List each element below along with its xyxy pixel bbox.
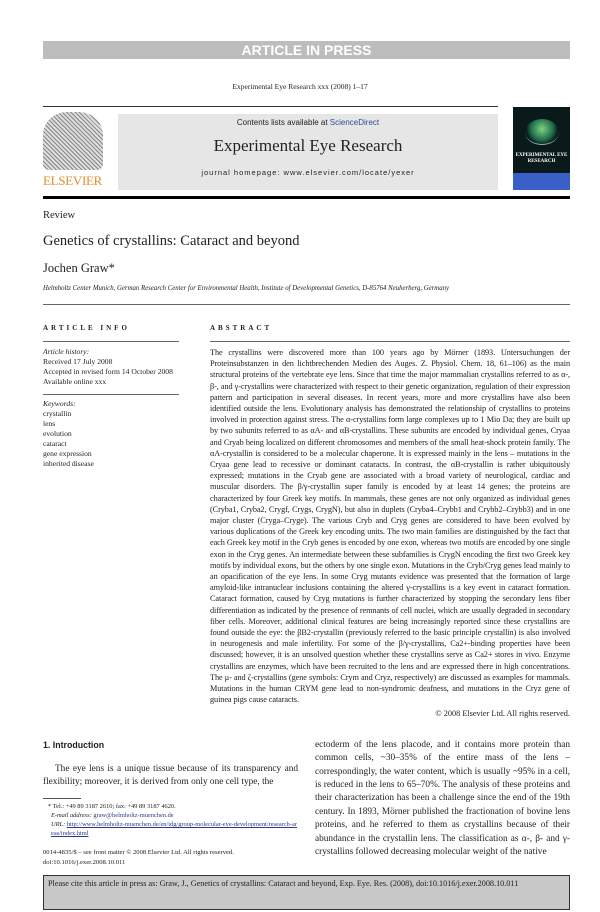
footnote [43, 802, 298, 839]
keyword: gene expression [43, 449, 92, 458]
affiliation: Helmholtz Center Munich, German Research Center for Environmental Health, Institute of Developmental Genetics, D-85764 Neuherberg, Germany [43, 285, 450, 292]
keywords-label: Keywords: [43, 399, 76, 408]
abstract-heading: ABSTRACT [210, 324, 273, 332]
keyword: cataract [43, 439, 67, 448]
keyword: lens [43, 419, 56, 428]
intro-right-column: ectoderm of the lens placode, and it contains more protein than common cells, ~30–35% of the entire mass of the lens – correspondingly, the water content, which is usually ~95% in a cell, is reduced in the lens to 65–70%. The analysis of these proteins and their characterization has been a challenge since the end of the 19th century. In 1893, Mörner published the fractionation of bovine lens proteins, and he referred to them as crystallins because of their abundance in the crystallin lens. The classification as α-, β- and γ-crystallins followed decreasing molecular weight of the native [315, 739, 570, 857]
copyright: © 2008 Elsevier Ltd. All rights reserved. [435, 708, 570, 718]
eye-cover-icon [525, 119, 559, 145]
left-column [43, 739, 298, 868]
article-type: Review [43, 210, 76, 221]
journal-reference: Experimental Eye Research xxx (2008) 1–17 [232, 82, 368, 91]
online-date: Available online xxx [43, 377, 107, 386]
keyword: inherited disease [43, 459, 94, 468]
divider [43, 341, 179, 342]
article-info-heading: ARTICLE INFO [43, 324, 130, 332]
contents-line [118, 118, 498, 127]
article-in-press-banner: ARTICLE IN PRESS [43, 41, 570, 59]
cover-title: EXPERIMENTAL EYE RESEARCH [515, 153, 568, 164]
keyword: crystallin [43, 409, 72, 418]
journal-homepage[interactable]: journal homepage: www.elsevier.com/locate/yexer [201, 168, 415, 177]
divider [210, 341, 570, 342]
tree-logo-icon [43, 112, 103, 170]
section-heading: 1. Introduction [43, 739, 105, 750]
journal-header [118, 114, 498, 190]
sciencedirect-link[interactable]: ScienceDirect [329, 118, 380, 127]
journal-cover [513, 107, 570, 190]
abstract [210, 347, 570, 719]
author: Jochen Graw* [43, 261, 115, 275]
article-info [43, 347, 183, 469]
article-title: Genetics of crystallins: Cataract and beyond [43, 233, 300, 249]
journal-title: Experimental Eye Research [213, 136, 403, 155]
citation-box: Please cite this article in press as: Graw, J., Genetics of crystallins: Cataract and beyond, Exp. Eye. Res. (2008), doi:10.1016/j.exer.2008.10.011 [43, 875, 570, 910]
footnote-tel: * Tel.: +49 89 3187 2610; fax: +49 89 3187 4620. [48, 802, 176, 810]
introduction-section [43, 739, 570, 868]
footnote-divider [43, 798, 81, 799]
history-label: Article history: [43, 347, 90, 356]
contents-prefix: Contents lists available at [236, 118, 330, 127]
publisher-name: ELSEVIER [43, 173, 102, 188]
email-link[interactable]: graw@helmholtz-muenchen.de [93, 811, 174, 819]
accepted-date: Accepted in revised form 14 October 2008 [43, 367, 173, 376]
abstract-text: The crystallins were discovered more than 100 years ago by Mörner (1893. Untersuchungen der Proteinsubstanzen in den lichtbrechenden Medien des Auges. Z. Physiol. Chem. 18, 61–106) as the main structural proteins of the vertebrate eye lens. Since that time the major mammalian crystallins referred to as α-, β-, and γ-crystallins were characterized with respect to their genetic organization, regulation of their expression pattern and participation in several diseases. In recent years, more and more crystallins have also been identified outside the lens. Evolutionary analysis has demonstrated the relationship of crystallins to proteins involved in protection against stress. The α-crystallins form large complexes up to 1 Mio Da; they are built up by two subunits referred to as αA- and αB-crystallins. These subunits are encoded by individual genes, Cryaa and Cryab being localized on different chromosomes and members of the small heat-shock protein family. The αA-crystallin is considered to be a molecular chaperone. It is expressed mainly in the lens – mutations in the Cryaa gene lead to recessive or dominant cataracts. In contrast, the αB-crystallin is rather ubiquitously expressed; mutations in the Cryab gene are associated with a broad variety of neurological, cardiac and muscular disorders. The β/γ-crystallin super family is encoded by at least 14 genes; the proteins are characterized by four Greek key motifs. In mammals, these genes are not only organized as individual genes (Cryba1, Cryba2, Crygf, Crygs, CrygN), but also in duplets (Cryba4–Crybb1 and Crybb2–Crybb3) and in one major cluster (Cryga–Cryge). The various Cryb and Cryg genes are considered to have been evolved by various duplications of the Greek key encoding units. The two main families are distinguished by the fact that each Greek key motif in the Cryb genes is encoded by one exon, whereas two motifs are encoded by one single exon in the Cryg genes. An intermediate between these subfamilies is CrygN encoding the first two Greek key motifs by individual exons, but the others by one single exon. Mutations in the Cryb/Cryg genes lead mainly to an opacification of the eye lens. In some Cryg mutants evidence was presented that the formation of large amyloid-like intranuclear inclusions containing the altered γ-crystallins is a key event in cataract formation. Cataract formation, caused by Cryg mutations is further characterized by stopping the secondary lens fiber differentiation as indicated by the presence of remnants of cell nuclei, which are usually degraded in secondary fiber cells. Moreover, additional clinical features are being increasingly reported since these crystallins are found outside the eye: the βB2-crystallin (previously referred to the basic principle crystallin) is also involved in neurogenesis and male infertility. For some of the β/γ-crystallins, Ca2+-binding properties have been discussed; however, it is an unsolved question whether these crystallins serve as Ca2+ stores in vivo. Enzyme crystallins are enzymes, which have been recruited to the lens and are expressed there in high concentrations. The μ- and ζ-crystallins (gene symbols: Crym and Cryz, respectively) are discussed as examples for mammals. Mutations in the human CRYM gene lead to non-syndromic deafness, and mutations in the Cryz gene of guinea pigs cause cataracts. [210, 348, 570, 705]
front-section [43, 347, 570, 719]
divider [43, 106, 498, 107]
front-matter [43, 848, 298, 867]
divider [43, 394, 179, 395]
issn-line: 0014-4835/$ – see front matter © 2008 Elsevier Ltd. All rights reserved. [43, 849, 234, 857]
email-label: E-mail address: [51, 811, 94, 819]
intro-left-column: The eye lens is a unique tissue because of its transparency and flexibility; moreover, it is derived from only one cell type, the [43, 763, 298, 788]
elsevier-logo [43, 112, 105, 190]
url-link[interactable]: http://www.helmholtz-muenchen.de/en/idg/group-molecular-eye-development/research-areas/index.html [51, 820, 297, 838]
received-date: Received 17 July 2008 [43, 357, 113, 366]
doi-line: doi:10.1016/j.exer.2008.10.011 [43, 858, 126, 866]
divider [43, 304, 570, 305]
divider [43, 196, 570, 199]
keyword: evolution [43, 429, 72, 438]
url-label: URL: [51, 820, 67, 828]
page-body [43, 347, 570, 912]
